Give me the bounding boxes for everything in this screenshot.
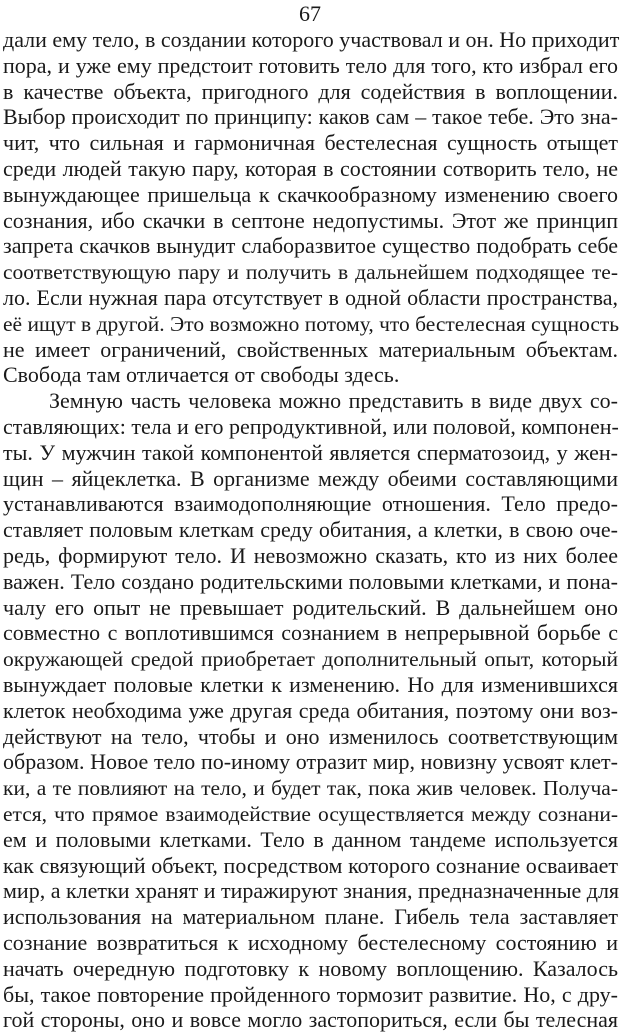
text-line: бы, такое повторение пройденного тормозит развитие. Но, с дру- bbox=[3, 981, 618, 1007]
text-line: чит, что сильная и гармоничная бестелесная сущность отыщет bbox=[3, 130, 618, 156]
text-line: соответствующую пару и получить в дальнейшем подходящее те- bbox=[3, 260, 618, 285]
text-line: вынуждающее пришельца к скачкообразному изменению своего bbox=[3, 181, 618, 207]
text-line: ло. Если нужная пара отсутствует в одной области пространства, bbox=[3, 285, 618, 310]
text-line: ем и половыми клетками. Тело в данном тандеме используется bbox=[3, 826, 618, 852]
text-line: начать очередную подготовку к новому воплощению. Казалось bbox=[3, 955, 618, 981]
text-line: Земную часть человека можно представить в виде двух со- bbox=[49, 388, 618, 414]
text-line: как связующий объект, посредством которого сознание осваивает bbox=[3, 852, 618, 878]
text-line: в качестве объекта, пригодного для содействия в воплощении. bbox=[3, 78, 618, 104]
text-line: вынуждает половые клетки к изменению. Но для изменившихся bbox=[3, 672, 618, 697]
text-line: ставляющих: тела и его репродуктивной, или половой, компонен- bbox=[3, 414, 619, 439]
page-number: 67 bbox=[299, 1, 321, 26]
text-line: гой стороны, оно и вовсе могло застопориться, если бы телесная bbox=[3, 1007, 618, 1033]
text-line: её ищут в другой. Это возможно потому, что бестелесная сущность bbox=[3, 311, 620, 336]
text-line: дали ему тело, в создании которого участвовал и он. Но приходит bbox=[3, 27, 620, 52]
text-line: пора, и уже ему предстоит готовить тело для того, кто избрал его bbox=[3, 52, 618, 78]
text-line: действуют на тело, чтобы и оно изменилось соответствующим bbox=[3, 723, 618, 749]
text-line: Свобода там отличается от свободы здесь. bbox=[3, 362, 400, 388]
text-line: мир, а клетки хранят и тиражируют знания, предназначенные для bbox=[3, 878, 620, 904]
text-line: ется, что прямое взаимодействие осуществляется между сознани- bbox=[3, 802, 618, 826]
text-line: редь, формируют тело. И невозможно сказать, кто из них более bbox=[3, 543, 618, 568]
text-line: сознание возвратиться к исходному бестелесному состоянию и bbox=[3, 930, 618, 955]
text-line: образом. Новое тело по-иному отразит мир, новизну усвоят клет- bbox=[3, 749, 618, 775]
text-line: Выбор происходит по принципу: каков сам – такое тебе. Это зна- bbox=[3, 104, 618, 130]
text-line: ты. У мужчин такой компонентой является сперматозоид, у жен- bbox=[3, 439, 618, 465]
text-line: окружающей средой приобретает дополнительный опыт, который bbox=[3, 647, 618, 672]
text-line: среди людей такую пару, которая в состоянии сотворить тело, не bbox=[3, 156, 618, 181]
text-line: ставляет половым клеткам среду обитания, а клетки, в свою оче- bbox=[3, 517, 618, 543]
text-line: клеток необходима уже другая среда обитания, поэтому они воз- bbox=[3, 697, 618, 723]
text-line: запрета скачков вынудит слаборазвитое существо подобрать себе bbox=[3, 233, 618, 259]
text-line: совместно с воплотившимся сознанием в непрерывной борьбе с bbox=[3, 620, 618, 646]
text-line: важен. Тело создано родительскими половыми клетками, и пона- bbox=[3, 568, 618, 594]
text-line: устанавливаются взаимодополняющие отношения. Тело предо- bbox=[3, 491, 618, 517]
text-line: использования на материальном плане. Гибель тела заставляет bbox=[3, 904, 618, 930]
text-line: сознания, ибо скачки в септоне недопустимы. Этот же принцип bbox=[3, 207, 618, 233]
text-line: не имеет ограничений, свойственных материальным объектам. bbox=[3, 336, 618, 362]
text-line: чалу его опыт не превышает родительский. В дальнейшем оно bbox=[3, 594, 618, 620]
text-line: ки, а те повлияют на тело, и будет так, пока жив человек. Получа- bbox=[3, 776, 618, 801]
text-line: щин – яйцеклетка. В организме между обеими составляющими bbox=[3, 465, 618, 491]
